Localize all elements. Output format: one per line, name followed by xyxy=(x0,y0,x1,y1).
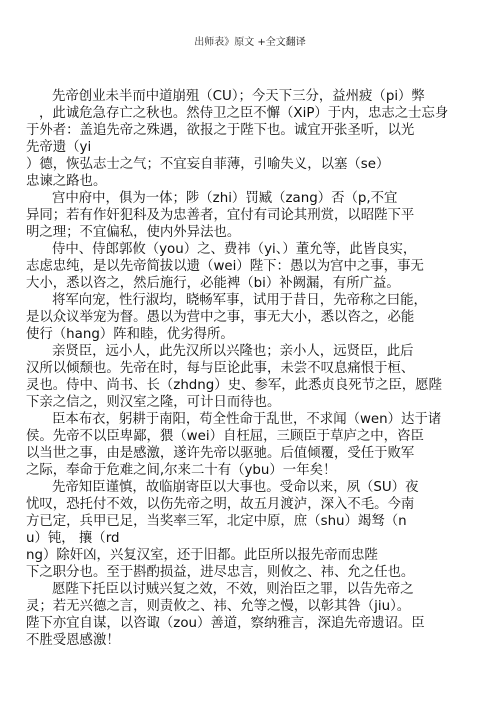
text-line: 先帝创业未半而中道崩殂（CU）；今天下三分，益州疲（pi）弊 xyxy=(52,89,425,104)
text-line: 忠谏之路也。 xyxy=(26,174,107,189)
text-line: 异同；若有作奸犯科及为忠善者，宜付有司论其刑赏，以昭陛下平 xyxy=(26,208,415,223)
text-line: 先帝知臣谨慎，故临崩寄臣以大事也。受命以来，夙（SU）夜 xyxy=(52,480,419,495)
text-line: 下之职分也。至于斟酌损益，进尽忠言，则攸之、祎、允之任也。 xyxy=(26,565,415,580)
text-line: 侯。先帝不以臣卑鄙，猥（wei）自枉屈，三顾臣于草庐之中，咨臣 xyxy=(26,429,424,444)
text-line: u）钝， 攘（rd xyxy=(26,531,120,546)
text-line: 之际，奉命于危难之间,尔来二十有（ybu）一年矣！ xyxy=(26,463,337,478)
text-line: 灵；若无兴德之言，则责攸之、祎、允等之慢，以彰其咎（jiu）。 xyxy=(26,599,411,614)
text-line: 陛下亦宜自谋，以咨诹（zou）善道，察纳雅言，深追先帝遗诏。臣 xyxy=(26,616,425,631)
text-line: 忧叹，恐托付不效，以伤先帝之明，故五月渡泸，深入不毛。今南 xyxy=(26,497,415,512)
text-line: ）德，恢弘志士之气；不宜妄自菲薄，引喻失义，以塞（se） xyxy=(26,157,390,172)
text-line: 使行（hang）阵和睦，优劣得所。 xyxy=(26,327,234,342)
text-line: 是以众议举宠为督。愚以为营中之事，事无大小，悉以咨之，必能 xyxy=(26,310,415,325)
text-line: 亲贤臣，远小人，此先汉所以兴隆也；亲小人，远贤臣，此后 xyxy=(52,344,414,359)
text-line: 明之理；不宜偏私，使内外异法也。 xyxy=(26,225,241,240)
text-line: 汉所以倾颓也。先帝在时，每与臣论此事，未尝不叹息痛恨于桓、 xyxy=(26,361,415,376)
text-line: 先帝遗（yi xyxy=(26,140,92,155)
text-line: 宫中府中，俱为一体；陟（zhi）罚臧（zang）否（p,不宜 xyxy=(52,191,398,206)
text-line: ng）除奸凶，兴复汉室，还于旧都。此臣所以报先帝而忠陛 xyxy=(26,548,378,563)
text-line: 灵也。侍中、尚书、长（zhdng）史、参军，此悉贞良死节之臣，愿陛 xyxy=(26,378,442,393)
text-line: 下亲之信之，则汉室之隆，可计日而待也。 xyxy=(26,395,281,410)
text-line: ，此诚危急存亡之秋也。然侍卫之臣不懈（XiP）于内，忠志之士忘身 xyxy=(39,106,449,121)
page-header: 出师表》原文 +全文翻译 xyxy=(194,37,306,48)
text-line: 于外者：盖追先帝之殊遇，欲报之于陛下也。诚宜开张圣听，以光 xyxy=(26,123,415,138)
text-line: 不胜受恩感激！ xyxy=(26,633,120,648)
text-line: 愿陛下托臣以讨贼兴复之效，不效，则治臣之罪，以告先帝之 xyxy=(52,582,414,597)
text-line: 大小，悉以咨之，然后施行，必能裨（bi）补阙漏，有所广益。 xyxy=(26,276,400,291)
text-line: 将军向宠，性行淑均，晓畅军事，试用于昔日，先帝称之曰能， xyxy=(52,293,427,308)
text-line: 志虑忠纯，是以先帝简拔以遗（wei）陛下：愚以为宫中之事，事无 xyxy=(26,259,424,274)
document-body xyxy=(26,88,486,649)
text-line: 以当世之事，由是感激，遂许先帝以驱驰。后值倾覆，受任于败军 xyxy=(26,446,415,461)
text-line: 臣本布衣，躬耕于南阳，苟全性命于乱世，不求闻（wen）达于诸 xyxy=(52,412,442,427)
text-line: 方已定，兵甲已足，当奖率三军，北定中原，庶（shu）竭驽（n xyxy=(26,514,407,529)
text-line: 侍中、侍郎郭攸（you）之、费祎（yi、）董允等，此皆良实， xyxy=(52,242,417,257)
